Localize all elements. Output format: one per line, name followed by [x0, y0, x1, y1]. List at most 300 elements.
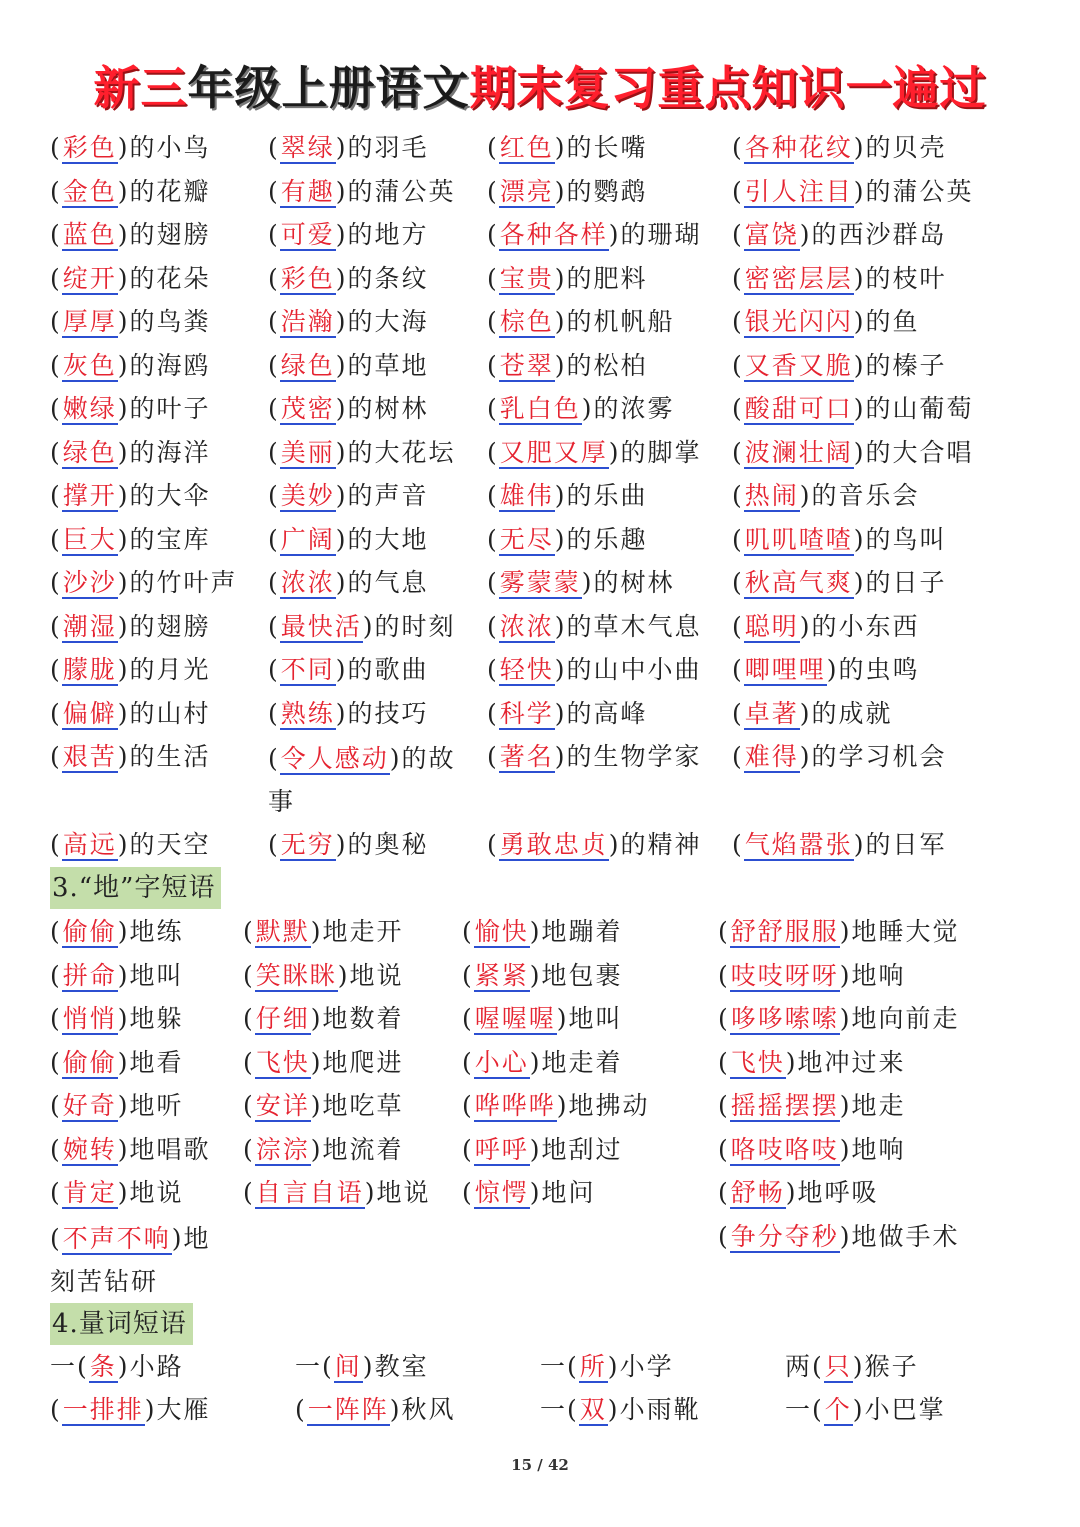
answer-word: 棕色: [499, 307, 554, 336]
section-3-heading: 3.“地”字短语: [50, 867, 221, 909]
section-4-heading: 4.量词短语: [50, 1303, 193, 1345]
answer-word: 嫩绿: [62, 394, 117, 423]
phrase-tail: 地走: [851, 1091, 906, 1120]
open-paren: (: [77, 1352, 89, 1381]
close-paren: ): [335, 220, 348, 249]
answer-word: 哆哆嗦嗦: [730, 1004, 839, 1033]
close-paren: ): [799, 742, 812, 771]
phrase-tail: 地拂动: [568, 1091, 650, 1120]
phrase-item: [487, 563, 675, 603]
close-paren: ): [608, 220, 621, 249]
answer-word: 一排排: [62, 1395, 144, 1424]
number-word: 一: [50, 1352, 78, 1381]
answer-word: 灰色: [62, 350, 117, 380]
open-paren: (: [268, 481, 280, 510]
open-paren: (: [732, 307, 744, 336]
open-paren: (: [50, 524, 62, 554]
phrase-tail: 的翅膀: [129, 611, 211, 641]
answer-word: 难得: [744, 742, 799, 771]
phrase-item: [718, 1043, 906, 1083]
phrase-item: [462, 956, 623, 996]
close-paren: ): [117, 263, 130, 293]
phrase-tail: 地说: [376, 1178, 431, 1207]
phrase-item: [718, 1086, 906, 1126]
open-paren: (: [268, 524, 280, 554]
open-paren: (: [487, 655, 499, 684]
open-paren: (: [268, 611, 280, 641]
open-paren: (: [268, 133, 280, 162]
phrase-tail: 地刻苦钻研: [50, 1223, 211, 1296]
answer-word: 舒舒服服: [730, 917, 839, 946]
close-paren: ): [853, 394, 866, 423]
phrase-item: [732, 389, 974, 429]
phrase-tail: 的大合唱: [865, 437, 974, 467]
phrase-item: [268, 694, 429, 734]
phrase-item: [50, 694, 211, 734]
answer-word: 高远: [62, 830, 117, 859]
open-paren: (: [462, 1178, 474, 1207]
phrase-tail: 地吃草: [322, 1091, 404, 1120]
close-paren: ): [335, 394, 348, 423]
phrase-tail: 地冲过来: [797, 1047, 906, 1077]
close-paren: ): [852, 1352, 865, 1381]
phrase-tail: 的榛子: [865, 350, 947, 380]
close-paren: ): [117, 1134, 130, 1164]
answer-word: 好奇: [62, 1091, 117, 1120]
phrase-item: [718, 1130, 906, 1170]
phrase-tail: 的乐趣: [566, 524, 648, 554]
answer-word: 秋高气爽: [744, 568, 853, 597]
phrase-item: [732, 215, 947, 255]
phrase-item: [487, 389, 675, 429]
open-paren: (: [732, 350, 744, 380]
number-word: 一: [540, 1395, 568, 1424]
open-paren: (: [50, 1395, 62, 1424]
open-paren: (: [268, 394, 280, 423]
answer-word: 美丽: [280, 437, 335, 467]
open-paren: (: [243, 960, 255, 990]
phrase-item: [50, 912, 184, 952]
phrase-item: [732, 825, 947, 865]
answer-word: 有趣: [280, 176, 335, 206]
open-paren: (: [268, 655, 280, 684]
open-paren: (: [50, 1091, 62, 1120]
title-part-2: 年级上册语文: [187, 61, 470, 115]
close-paren: ): [608, 830, 621, 859]
phrase-tail: 的山葡萄: [865, 394, 974, 423]
phrase-row: [0, 825, 1080, 865]
open-paren: (: [732, 611, 744, 641]
phrase-row: [0, 912, 1080, 952]
number-word: 一: [540, 1352, 568, 1381]
phrase-tail: 地蹦着: [541, 917, 623, 946]
answer-word: 浩瀚: [280, 307, 335, 336]
answer-word: 令人感动: [280, 744, 389, 773]
phrase-tail: 的贝壳: [865, 133, 947, 162]
phrase-item: [268, 650, 429, 690]
open-paren: (: [268, 744, 280, 773]
close-paren: ): [117, 1352, 130, 1381]
open-paren: (: [50, 1047, 62, 1077]
phrase-item: [243, 1086, 404, 1126]
answer-word: 密密层层: [744, 263, 853, 293]
phrase-row: [0, 128, 1080, 168]
phrase-item: [243, 999, 404, 1039]
phrase-item: [243, 1173, 431, 1213]
close-paren: ): [117, 394, 130, 423]
phrase-item: [732, 259, 947, 299]
phrase-item: [268, 607, 456, 647]
close-paren: ): [335, 655, 348, 684]
phrase-item: [732, 607, 920, 647]
measure-word-item: [540, 1390, 701, 1430]
phrase-tail: 的枝叶: [865, 263, 947, 293]
phrase-item: [50, 1043, 184, 1083]
phrase-tail: 的羽毛: [347, 133, 429, 162]
phrase-item: [732, 737, 947, 777]
answer-word: 个: [824, 1395, 852, 1424]
answer-word: 自言自语: [255, 1178, 364, 1207]
open-paren: (: [50, 437, 62, 467]
phrase-item: [718, 999, 960, 1039]
phrase-item: [50, 302, 211, 342]
page-title: [0, 52, 1080, 118]
close-paren: ): [117, 350, 130, 380]
phrase-item: [50, 128, 211, 168]
close-paren: ): [117, 830, 130, 859]
phrase-tail: 的蒲公英: [865, 176, 974, 206]
phrase-item: [50, 1173, 184, 1213]
phrase-item: [462, 912, 623, 952]
open-paren: (: [462, 1091, 474, 1120]
answer-word: 雾蒙蒙: [499, 568, 581, 597]
answer-word: 轻快: [499, 655, 554, 684]
phrase-tail: 的花瓣: [129, 176, 211, 206]
answer-word: 撑开: [62, 481, 117, 510]
open-paren: (: [50, 830, 62, 859]
close-paren: ): [799, 698, 812, 728]
phrase-tail: 地问: [541, 1178, 596, 1207]
phrase-tail: 的机帆船: [566, 307, 675, 336]
answer-word: 红色: [499, 133, 554, 162]
answer-word: 聪明: [744, 611, 799, 641]
close-paren: ): [337, 960, 350, 990]
answer-word: 飞快: [730, 1047, 785, 1077]
close-paren: ): [117, 437, 130, 467]
answer-word: 仔细: [255, 1004, 310, 1033]
phrase-item: [487, 433, 702, 473]
open-paren: (: [718, 1047, 730, 1077]
phrase-tail: 的鸟叫: [865, 524, 947, 554]
answer-word: 紧紧: [474, 960, 529, 990]
phrase-tail: 地叫: [568, 1004, 623, 1033]
open-paren: (: [487, 742, 499, 771]
open-paren: (: [718, 1221, 730, 1251]
close-paren: ): [581, 394, 594, 423]
open-paren: (: [732, 176, 744, 206]
close-paren: ): [335, 133, 348, 162]
close-paren: ): [853, 133, 866, 162]
phrase-item: [487, 172, 648, 212]
phrase-item: [50, 1130, 211, 1170]
phrase-row: [0, 1043, 1080, 1083]
open-paren: (: [50, 1223, 62, 1253]
phrase-row: [0, 1217, 1080, 1296]
phrase-item: [732, 346, 947, 386]
phrase-tail: 地看: [129, 1047, 184, 1077]
answer-word: 最快活: [280, 611, 362, 641]
phrase-tail: 的草地: [347, 350, 429, 380]
phrase-tail: 地叫: [129, 960, 184, 990]
close-paren: ): [117, 524, 130, 554]
open-paren: (: [50, 917, 62, 946]
close-paren: ): [852, 1395, 865, 1424]
phrase-item: [268, 433, 456, 473]
phrase-item: [718, 1173, 879, 1213]
answer-word: 安详: [255, 1091, 310, 1120]
phrase-row: [0, 563, 1080, 603]
answer-word: 双: [579, 1395, 607, 1424]
phrase-tail: 地爬进: [322, 1047, 404, 1077]
phrase-tail: 的小鸟: [129, 133, 211, 162]
open-paren: (: [732, 220, 744, 249]
phrase-item: [50, 737, 211, 777]
answer-word: 彩色: [62, 133, 117, 162]
phrase-item: [732, 433, 974, 473]
open-paren: (: [462, 917, 474, 946]
phrase-item: [732, 694, 893, 734]
phrase-tail: 的海鸥: [129, 350, 211, 380]
measure-word-item: [50, 1390, 211, 1430]
close-paren: ): [117, 133, 130, 162]
answer-word: 唧哩哩: [744, 655, 826, 684]
answer-word: 浓浓: [499, 611, 554, 641]
answer-word: 不声不响: [62, 1223, 171, 1253]
phrase-row: [0, 346, 1080, 386]
phrase-tail: 的天空: [129, 830, 211, 859]
phrase-tail: 的精神: [620, 830, 702, 859]
close-paren: ): [529, 1047, 542, 1077]
open-paren: (: [50, 176, 62, 206]
answer-word: 只: [824, 1352, 852, 1381]
answer-word: 科学: [499, 698, 554, 728]
answer-word: 悄悄: [62, 1004, 117, 1033]
phrase-tail: 的肥料: [566, 263, 648, 293]
phrase-tail: 的长嘴: [566, 133, 648, 162]
phrase-tail: 的音乐会: [811, 481, 920, 510]
answer-word: 引人注目: [744, 176, 853, 206]
phrase-tail: 的学习机会: [811, 742, 947, 771]
phrase-item: [462, 1130, 623, 1170]
phrase-tail: 地走着: [541, 1047, 623, 1077]
answer-word: 各种各样: [499, 220, 608, 249]
phrase-tail: 的树林: [347, 394, 429, 423]
phrase-item: [50, 999, 184, 1039]
phrase-item: [50, 520, 211, 560]
answer-word: 所: [579, 1352, 607, 1381]
close-paren: ): [799, 481, 812, 510]
phrase-tail: 的树林: [593, 568, 675, 597]
phrase-item: [487, 128, 648, 168]
close-paren: ): [310, 1091, 323, 1120]
open-paren: (: [732, 394, 744, 423]
answer-word: 沙沙: [62, 568, 117, 597]
open-paren: (: [243, 1091, 255, 1120]
phrase-row: [0, 259, 1080, 299]
phrase-tail: 的技巧: [347, 698, 429, 728]
open-paren: (: [718, 1178, 730, 1207]
measure-word-row: [0, 1390, 1080, 1430]
phrase-tail: 的声音: [347, 481, 429, 510]
answer-word: 巨大: [62, 524, 117, 554]
answer-word: 间: [334, 1352, 362, 1381]
title-part-3: 期末复习重点知识一遍过: [469, 61, 987, 115]
close-paren: ): [853, 307, 866, 336]
answer-word: 热闹: [744, 481, 799, 510]
close-paren: ): [554, 263, 567, 293]
phrase-tail: 的山村: [129, 698, 211, 728]
phrase-tail: 的日子: [865, 568, 947, 597]
answer-word: 朦胧: [62, 655, 117, 684]
close-paren: ): [529, 1178, 542, 1207]
close-paren: ): [310, 1004, 323, 1033]
open-paren: (: [243, 917, 255, 946]
close-paren: ): [335, 307, 348, 336]
close-paren: ): [117, 698, 130, 728]
answer-word: 偷偷: [62, 1047, 117, 1077]
close-paren: ): [554, 350, 567, 380]
noun: 猴子: [864, 1352, 919, 1381]
answer-word: 可爱: [280, 220, 335, 249]
phrase-item: [487, 650, 702, 690]
close-paren: ): [117, 960, 130, 990]
phrase-item: [487, 737, 702, 777]
phrase-item: [268, 302, 429, 342]
answer-word: 彩色: [280, 263, 335, 293]
close-paren: ): [785, 1047, 798, 1077]
open-paren: (: [732, 568, 744, 597]
close-paren: ): [556, 1091, 569, 1120]
answer-word: 波澜壮阔: [744, 437, 853, 467]
open-paren: (: [50, 568, 62, 597]
open-paren: (: [487, 481, 499, 510]
open-paren: (: [268, 350, 280, 380]
noun: 小学: [619, 1352, 674, 1381]
phrase-tail: 的鹦鹉: [566, 176, 648, 206]
close-paren: ): [607, 1395, 620, 1424]
close-paren: ): [335, 568, 348, 597]
phrase-item: [732, 563, 947, 603]
close-paren: ): [853, 350, 866, 380]
answer-word: 蓝色: [62, 220, 117, 249]
close-paren: ): [554, 742, 567, 771]
phrase-tail: 的高峰: [566, 698, 648, 728]
phrase-tail: 的蒲公英: [347, 176, 456, 206]
close-paren: ): [362, 611, 375, 641]
open-paren: (: [487, 437, 499, 467]
phrase-item: [50, 563, 238, 603]
answer-word: 一阵阵: [307, 1395, 389, 1424]
close-paren: ): [335, 350, 348, 380]
answer-word: 绽开: [62, 263, 117, 293]
answer-word: 厚厚: [62, 307, 117, 336]
phrase-tail: 的生物学家: [566, 742, 702, 771]
close-paren: ): [839, 960, 852, 990]
phrase-item: [487, 346, 648, 386]
close-paren: ): [144, 1395, 157, 1424]
phrase-tail: 的宝库: [129, 524, 211, 554]
phrase-tail: 地听: [129, 1091, 184, 1120]
close-paren: ): [529, 960, 542, 990]
open-paren: (: [50, 394, 62, 423]
close-paren: ): [117, 1178, 130, 1207]
phrase-item: [268, 520, 429, 560]
phrase-item: [718, 1217, 960, 1257]
close-paren: ): [785, 1178, 798, 1207]
phrase-tail: 的大伞: [129, 481, 211, 510]
phrase-item: [268, 563, 429, 603]
close-paren: ): [117, 568, 130, 597]
answer-word: 笑眯眯: [255, 960, 337, 990]
phrase-tail: 的草木气息: [566, 611, 702, 641]
noun: 教室: [374, 1352, 429, 1381]
phrase-tail: 地走开: [322, 917, 404, 946]
open-paren: (: [732, 437, 744, 467]
close-paren: ): [362, 1352, 375, 1381]
phrase-item: [50, 476, 211, 516]
close-paren: ): [853, 263, 866, 293]
noun: 秋风: [401, 1395, 456, 1424]
title-part-1: 新三: [93, 61, 188, 115]
phrase-tail: 的小东西: [811, 611, 920, 641]
phrase-tail: 地说: [129, 1178, 184, 1207]
close-paren: ): [839, 1134, 852, 1164]
phrase-item: [487, 607, 702, 647]
answer-word: 摇摇摆摆: [730, 1091, 839, 1120]
phrase-row: [0, 694, 1080, 734]
phrase-tail: 的鱼: [865, 307, 920, 336]
open-paren: (: [487, 830, 499, 859]
phrase-tail: 地说: [349, 960, 404, 990]
close-paren: ): [117, 655, 130, 684]
phrase-tail: 地唱歌: [129, 1134, 211, 1164]
answer-word: 偏僻: [62, 698, 117, 728]
open-paren: (: [462, 960, 474, 990]
answer-word: 卓著: [744, 698, 799, 728]
phrase-tail: 地练: [129, 917, 184, 946]
answer-word: 愉快: [474, 917, 529, 946]
open-paren: (: [50, 742, 62, 771]
close-paren: ): [335, 481, 348, 510]
phrase-tail: 地刮过: [541, 1134, 623, 1164]
close-paren: ): [581, 568, 594, 597]
phrase-item: [487, 302, 675, 342]
number-word: 一: [785, 1395, 813, 1424]
answer-word: 飞快: [255, 1047, 310, 1077]
phrase-tail: 的鸟粪: [129, 307, 211, 336]
open-paren: (: [50, 1134, 62, 1164]
open-paren: (: [487, 133, 499, 162]
page-number: 15 / 42: [511, 1456, 569, 1474]
close-paren: ): [607, 1352, 620, 1381]
open-paren: (: [50, 655, 62, 684]
phrase-item: [487, 476, 648, 516]
open-paren: (: [487, 176, 499, 206]
answer-word: 吱吱呀呀: [730, 960, 839, 990]
open-paren: (: [718, 960, 730, 990]
phrase-item: [268, 259, 429, 299]
close-paren: ): [839, 1091, 852, 1120]
